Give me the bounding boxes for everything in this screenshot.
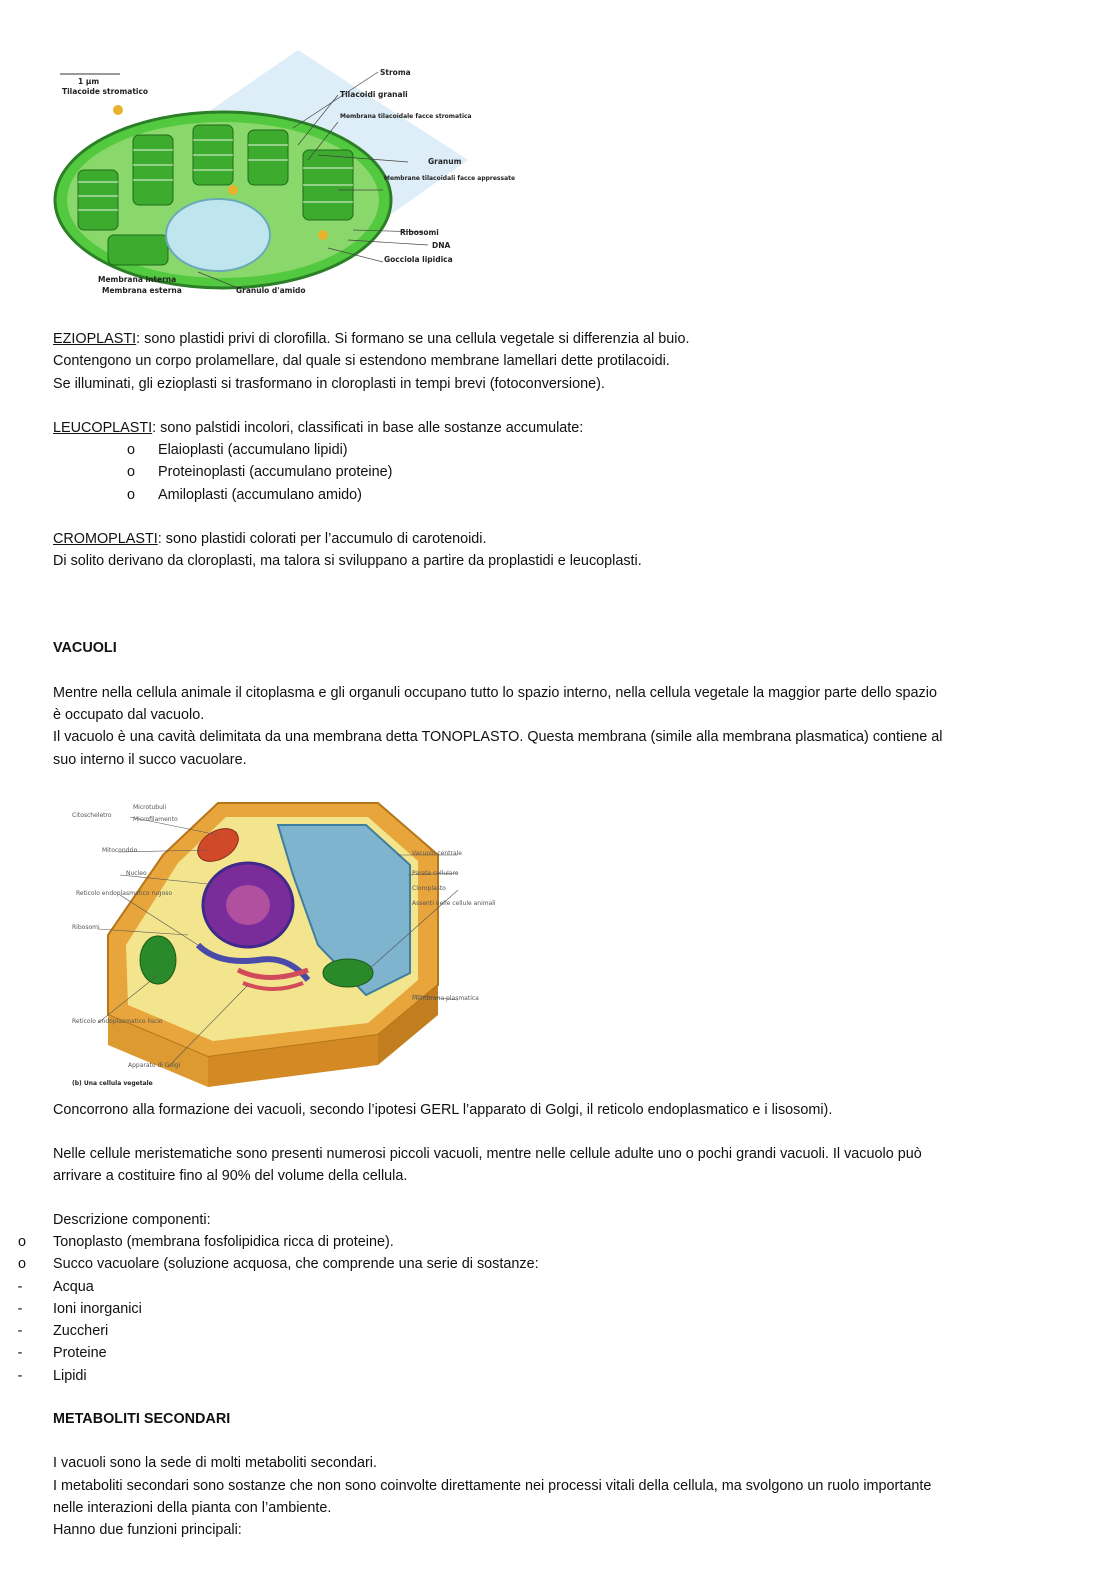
vacuoli-heading: VACUOLI bbox=[53, 640, 117, 656]
leucoplasti-item: Proteinoplasti (accumulano proteine) bbox=[158, 464, 393, 480]
label-microfilamento: Microfilamento bbox=[133, 816, 178, 823]
lipid-droplet bbox=[318, 230, 328, 240]
vacuoli-paragraph-line: suo interno il succo vacuolare. bbox=[53, 752, 247, 768]
label-citoscheletro: Citoscheletro bbox=[72, 812, 112, 819]
label-nucleo: Nucleo bbox=[126, 870, 147, 877]
label-golgi: Apparato di Golgi bbox=[128, 1062, 181, 1069]
cromoplasti-definition: : sono plastidi colorati per l’accumulo di carotenoidi. bbox=[157, 531, 487, 547]
metaboliti-line: nelle interazioni della pianta con l’ambiente. bbox=[53, 1500, 332, 1516]
dash-marker: - bbox=[17, 1345, 23, 1361]
ezioplasti-term: EZIOPLASTI bbox=[53, 331, 137, 347]
label-tilacoidi-granali: Tilacoidi granali bbox=[340, 90, 408, 99]
ezioplasti-line-1 bbox=[53, 328, 689, 350]
label-stroma: Stroma bbox=[380, 68, 411, 77]
label-ribosomi: Ribosomi bbox=[400, 228, 439, 237]
vacuoli-paragraph-line: è occupato dal vacuolo. bbox=[53, 707, 205, 723]
components-heading: Descrizione componenti: bbox=[53, 1212, 211, 1228]
label-granulo-amido: Granulo d'amido bbox=[236, 286, 306, 295]
gerl-paragraph: Concorrono alla formazione dei vacuoli, secondo l’ipotesi GERL l’apparato di Golgi, il reticolo endoplasmatico e i lisosomi). bbox=[53, 1102, 833, 1118]
label-membrana-interna: Membrana interna bbox=[98, 275, 177, 284]
meristematic-paragraph-line: arrivare a costituire fino al 90% del volume della cellula. bbox=[53, 1168, 408, 1184]
figure-caption: (b) Una cellula vegetale bbox=[72, 1080, 153, 1087]
bullet-marker: o bbox=[126, 464, 135, 480]
leucoplasti-definition: : sono palstidi incolori, classificati in base alle sostanze accumulate: bbox=[152, 420, 584, 436]
substance-item: Ioni inorganici bbox=[53, 1301, 142, 1317]
bullet-marker: o bbox=[17, 1234, 26, 1250]
leucoplasti-term: LEUCOPLASTI bbox=[53, 420, 153, 436]
ezioplasti-line-3: Se illuminati, gli ezioplasti si trasformano in cloroplasti in tempi brevi (fotoconversione). bbox=[53, 376, 605, 392]
cromoplasti-line-2: Di solito derivano da cloroplasti, ma talora si sviluppano a partire da proplastidi e leucoplasti. bbox=[53, 553, 642, 569]
leucoplasti-line-1 bbox=[53, 417, 583, 439]
bullet-marker: o bbox=[17, 1256, 26, 1272]
label-gocciola: Gocciola lipidica bbox=[384, 255, 453, 264]
bullet-marker: o bbox=[126, 487, 135, 503]
label-mitocondrio: Mitocondrio bbox=[102, 847, 138, 854]
substance-item: Acqua bbox=[53, 1279, 94, 1295]
label-granum: Granum bbox=[428, 157, 462, 166]
label-tilacoide: Tilacoide stromatico bbox=[62, 87, 149, 96]
dash-marker: - bbox=[17, 1368, 23, 1384]
leucoplasti-item: Elaioplasti (accumulano lipidi) bbox=[158, 442, 348, 458]
label-cloroplasto: Cloroplasto bbox=[412, 885, 446, 892]
substance-item: Zuccheri bbox=[53, 1323, 109, 1339]
substance-item: Proteine bbox=[53, 1345, 107, 1361]
component-item: Tonoplasto (membrana fosfolipidica ricca di proteine). bbox=[53, 1234, 394, 1250]
label-assenti: Assenti nelle cellule animali bbox=[412, 900, 496, 907]
lipid-droplet bbox=[113, 105, 123, 115]
substance-item: Lipidi bbox=[53, 1368, 87, 1384]
plant-cell-diagram bbox=[68, 795, 518, 1090]
vacuoli-paragraph-line: Il vacuolo è una cavità delimitata da una membrana detta TONOPLASTO. Questa membrana (simile alla membrana plasmatica) contiene al bbox=[53, 729, 943, 745]
lipid-droplet bbox=[228, 185, 238, 195]
starch-granule bbox=[166, 199, 270, 271]
cromoplasti-line-1 bbox=[53, 528, 487, 550]
label-vacuolo-centrale: Vacuolo centrale bbox=[412, 850, 462, 857]
label-rer: Reticolo endoplasmatico rugoso bbox=[76, 890, 173, 897]
label-membrana-plasmatica: Membrana plasmatica bbox=[412, 995, 479, 1002]
label-dna: DNA bbox=[432, 241, 451, 250]
label-membrane-appressate: Membrane tilacoidali facce appressate bbox=[384, 175, 516, 182]
bullet-marker: o bbox=[126, 442, 135, 458]
leucoplasti-item: Amiloplasti (accumulano amido) bbox=[158, 487, 362, 503]
nucleolus bbox=[226, 885, 270, 925]
label-ribosomi: Ribosomi bbox=[72, 924, 100, 931]
metaboliti-line: Hanno due funzioni principali: bbox=[53, 1522, 242, 1538]
ezioplasti-definition: : sono plastidi privi di clorofilla. Si formano se una cellula vegetale si differenzia al buio. bbox=[136, 331, 690, 347]
label-parete-cellulare: Parete cellulare bbox=[412, 870, 459, 877]
scale-label: 1 µm bbox=[78, 77, 100, 86]
metaboliti-heading: METABOLITI SECONDARI bbox=[53, 1411, 231, 1427]
ezioplasti-line-2: Contengono un corpo prolamellare, dal quale si estendono membrane lamellari dette protilacoidi. bbox=[53, 353, 670, 369]
vacuoli-paragraph-line: Mentre nella cellula animale il citoplasma e gli organuli occupano tutto lo spazio interno, nella cellula vegetale la maggior parte dello spazio bbox=[53, 685, 937, 701]
component-item: Succo vacuolare (soluzione acquosa, che comprende una serie di sostanze: bbox=[53, 1256, 539, 1272]
chloroplast bbox=[323, 959, 373, 987]
chloroplast bbox=[140, 936, 176, 984]
metaboliti-line: I vacuoli sono la sede di molti metaboliti secondari. bbox=[53, 1455, 377, 1471]
dash-marker: - bbox=[17, 1279, 23, 1295]
chloroplast-diagram bbox=[48, 50, 516, 300]
label-membrana-tilacoidale: Membrana tilacoidale facce stromatica bbox=[340, 113, 472, 120]
dash-marker: - bbox=[17, 1301, 23, 1317]
label-membrana-esterna: Membrana esterna bbox=[102, 286, 182, 295]
metaboliti-line: I metaboliti secondari sono sostanze che non sono coinvolte direttamente nei processi vitali della cellula, ma svolgono un ruolo importante bbox=[53, 1478, 932, 1494]
label-microtubuli: Microtubuli bbox=[133, 804, 167, 811]
dash-marker: - bbox=[17, 1323, 23, 1339]
cromoplasti-term: CROMOPLASTI bbox=[53, 531, 158, 547]
label-ser: Reticolo endoplasmatico liscio bbox=[72, 1018, 163, 1025]
meristematic-paragraph-line: Nelle cellule meristematiche sono presenti numerosi piccoli vacuoli, mentre nelle cellule adulte uno o pochi grandi vacuoli. Il vacuolo può bbox=[53, 1146, 922, 1162]
